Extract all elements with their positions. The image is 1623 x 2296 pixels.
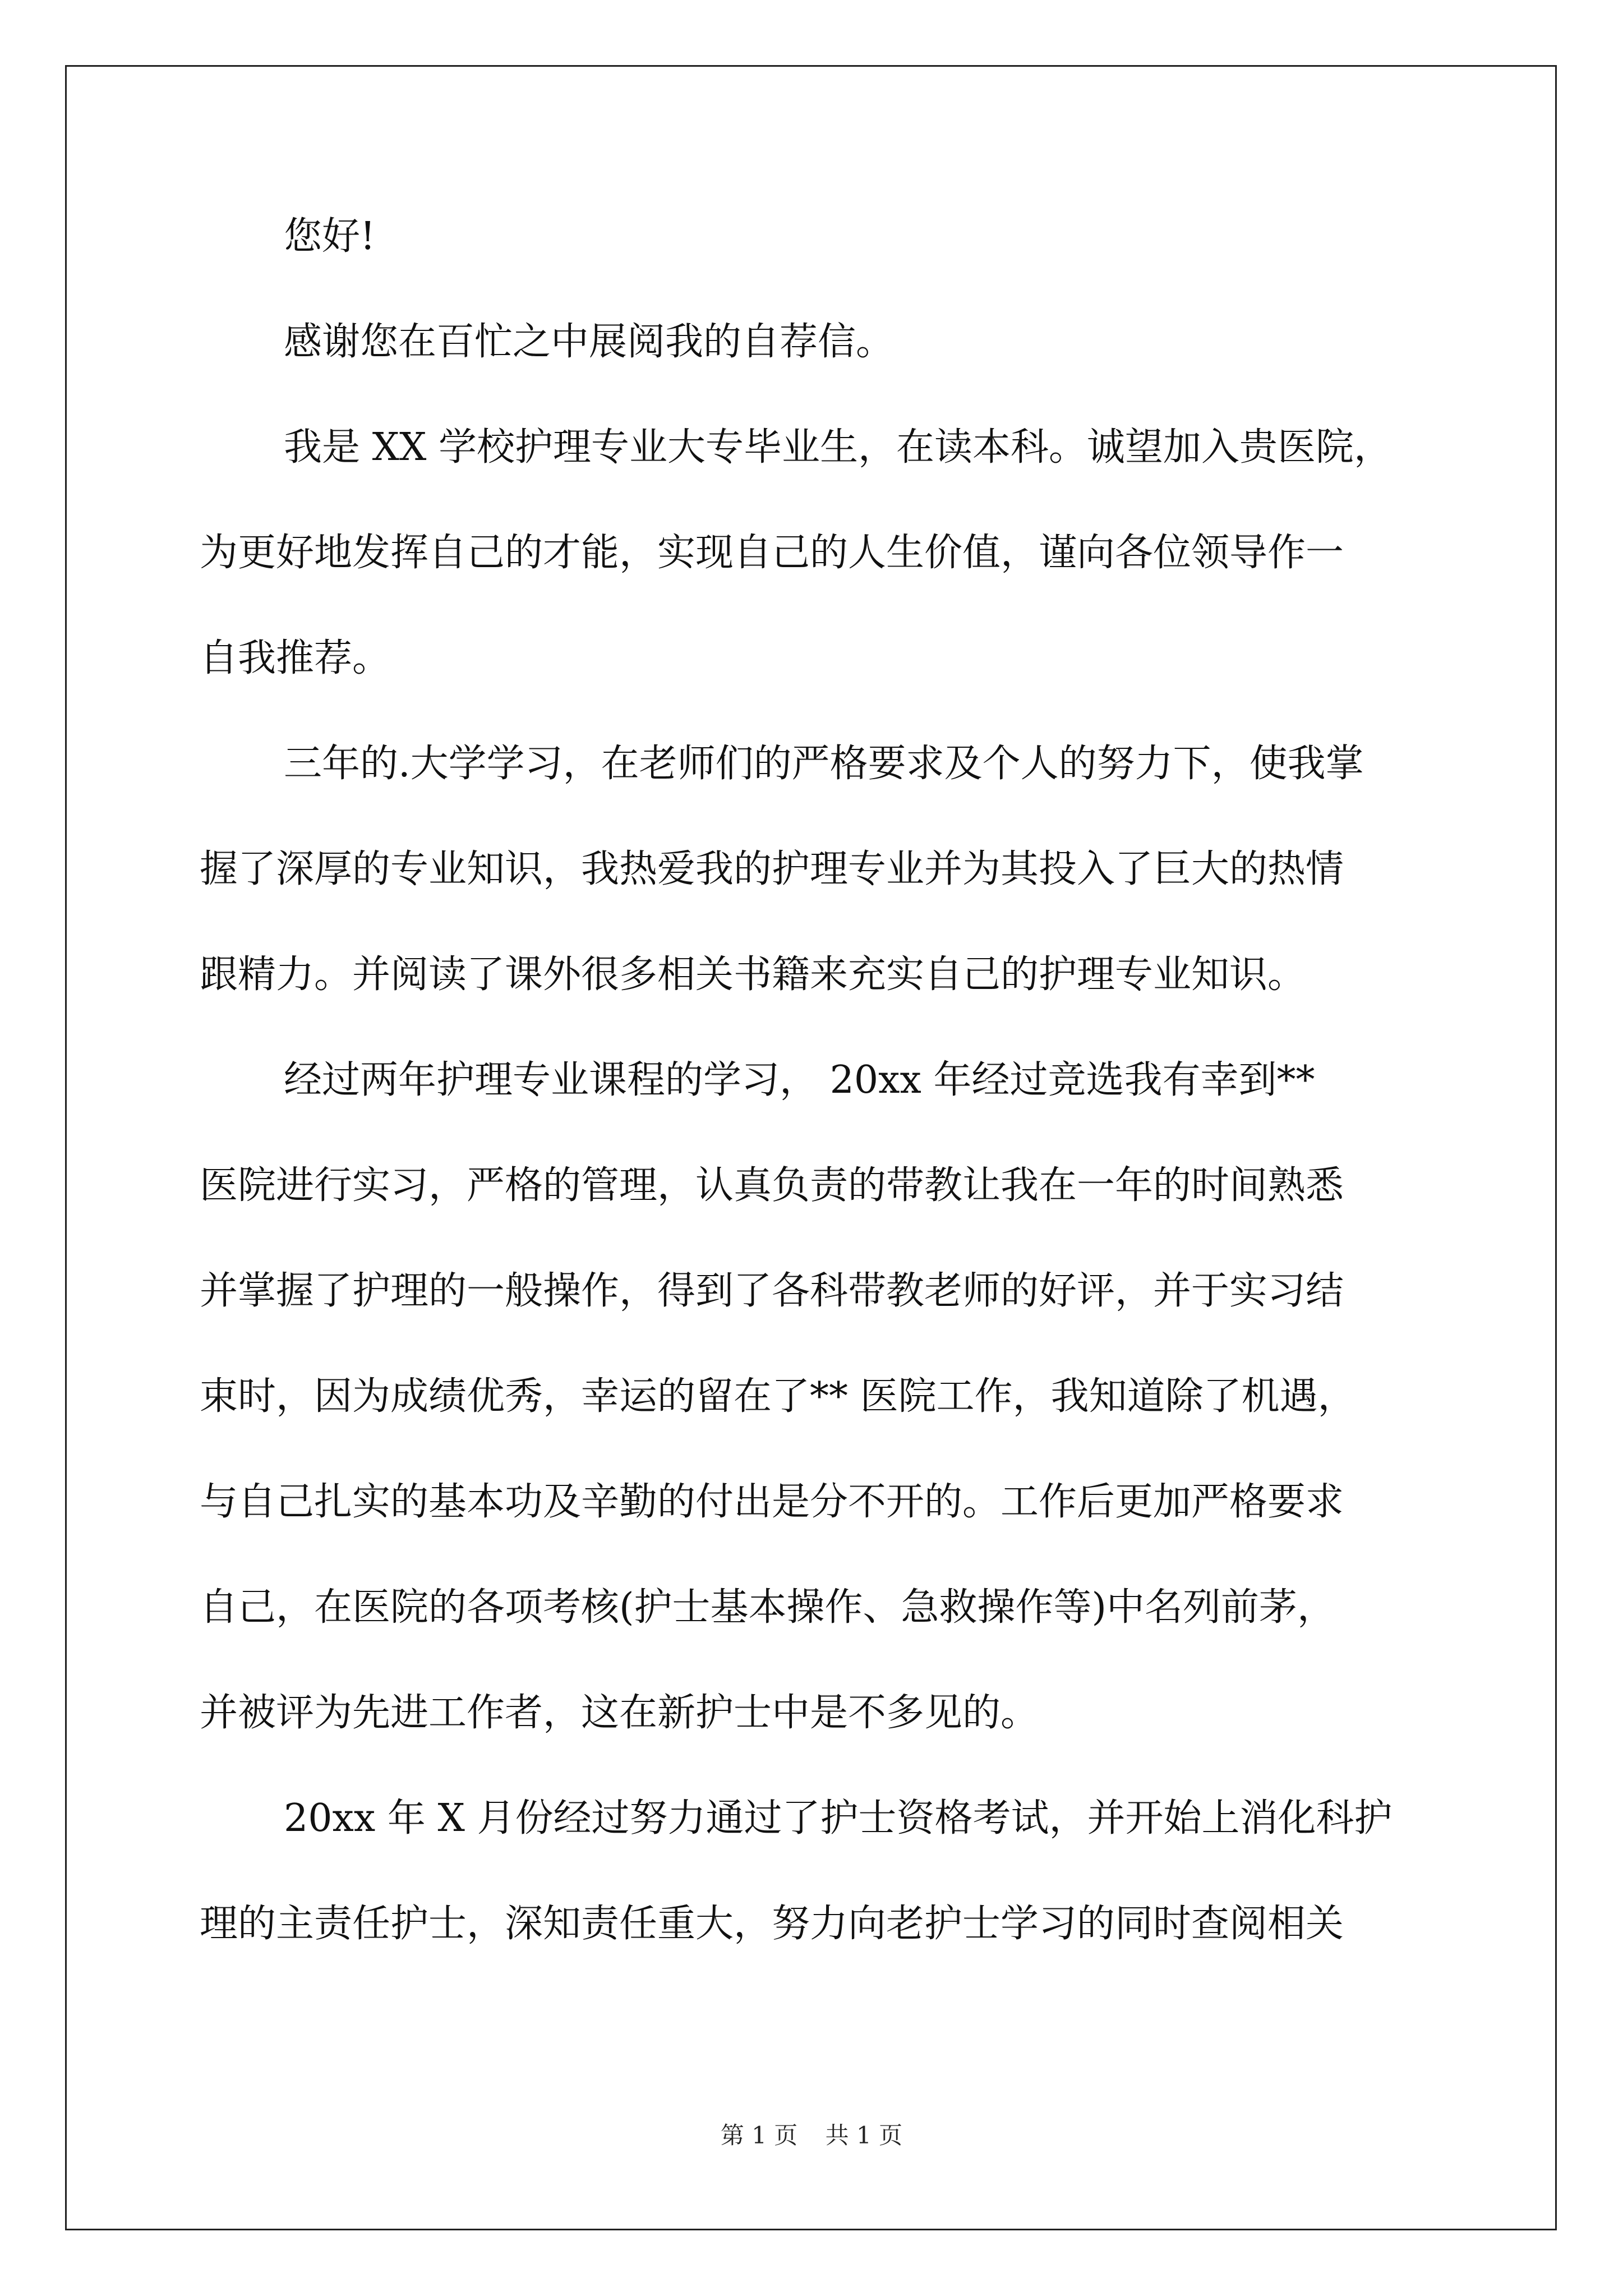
text-line: 束时，因为成绩优秀，幸运的留在了** 医院工作，我知道除了机遇， [200,1374,1356,1419]
text-line: 理的主责任护士，深知责任重大，努力向老护士学习的同时查阅相关 [200,1902,1344,1946]
text-line: 握了深厚的专业知识，我热爱我的护理专业并为其投入了巨大的热情 [200,847,1344,891]
text-line: 跟精力。并阅读了课外很多相关书籍来充实自己的护理专业知识。 [200,953,1306,997]
text-line: 自己，在医院的各项考核(护士基本操作、急救操作等)中名列前茅， [200,1585,1336,1630]
text-line: 感谢您在百忙之中展阅我的自荐信。 [284,320,895,364]
text-line: 我是 XX 学校护理专业大专毕业生，在读本科。诚望加入贵医院， [284,425,1393,470]
page-total: 共 1 页 [825,2122,903,2149]
text-line: 并被评为先进工作者，这在新护士中是不多见的。 [200,1691,1039,1735]
text-line: 与自己扎实的基本功及辛勤的付出是分不开的。工作后更加严格要求 [200,1480,1344,1524]
text-line: 为更好地发挥自己的才能，实现自己的人生价值，谨向各位领导作一 [200,531,1344,575]
text-line: 20xx 年 X 月份经过努力通过了护士资格考试，并开始上消化科护 [284,1796,1393,1841]
text-line: 三年的.大学学习，在老师们的严格要求及个人的努力下，使我掌 [284,742,1364,786]
greeting: 您好! [284,214,376,259]
page-number: 第 1 页 [720,2122,798,2149]
text-line: 医院进行实习，严格的管理，认真负责的带教让我在一年的时间熟悉 [200,1163,1344,1208]
text-line: 经过两年护理专业课程的学习， 20xx 年经过竞选我有幸到** [284,1058,1315,1102]
text-line: 自我推荐。 [200,636,391,680]
page-footer [0,2122,1623,2150]
text-line: 并掌握了护理的一般操作，得到了各科带教老师的好评，并于实习结 [200,1269,1344,1313]
